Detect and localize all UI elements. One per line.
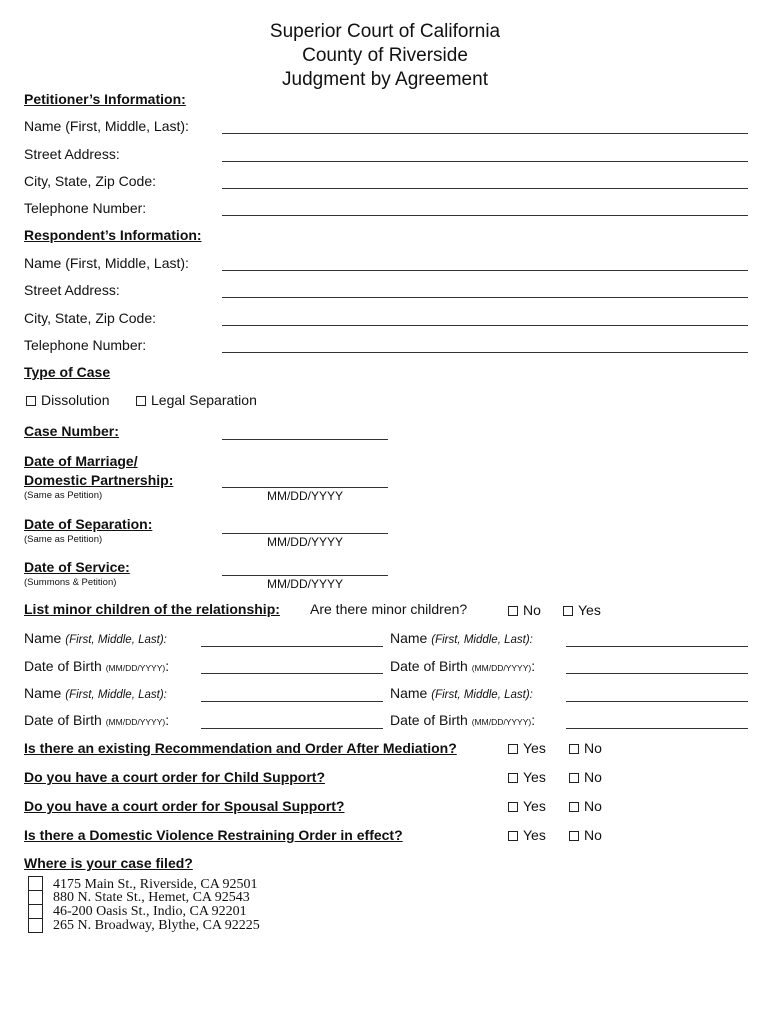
checkbox-icon[interactable] — [569, 802, 579, 812]
spousal-support-yes-option[interactable]: Yes — [508, 798, 546, 814]
child3-name-field[interactable] — [201, 701, 383, 702]
petitioner-street-field[interactable] — [222, 161, 748, 162]
spousal-support-question: Do you have a court order for Spousal Support? — [24, 798, 345, 814]
child2-dob-field[interactable] — [566, 673, 748, 674]
children-question: Are there minor children? — [310, 601, 468, 617]
location-blythe-label: 265 N. Broadway, Blythe, CA 92225 — [53, 918, 260, 933]
marriage-note: (Same as Petition) — [24, 490, 103, 501]
respondent-street-label: Street Address: — [24, 282, 120, 298]
form-title: Judgment by Agreement — [282, 69, 488, 90]
legal-separation-option[interactable]: Legal Separation — [136, 392, 257, 408]
children-heading: List minor children of the relationship: — [24, 601, 280, 617]
case-type-heading: Type of Case — [24, 364, 111, 380]
checkbox-icon[interactable] — [136, 396, 146, 406]
respondent-heading: Respondent’s Information: — [24, 227, 202, 243]
service-note: (Summons & Petition) — [24, 577, 117, 588]
child3-dob-field[interactable] — [201, 728, 383, 729]
child1-name-label: Name (First, Middle, Last): — [24, 630, 167, 646]
checkbox-icon[interactable] — [508, 831, 518, 841]
checkbox-icon[interactable] — [508, 802, 518, 812]
child3-name-label: Name (First, Middle, Last): — [24, 685, 167, 701]
court-title: Superior Court of California — [269, 21, 501, 42]
checkbox-icon[interactable] — [508, 744, 518, 754]
checkbox-icon[interactable] — [508, 773, 518, 783]
respondent-phone-field[interactable] — [222, 352, 748, 353]
child4-dob-field[interactable] — [566, 728, 748, 729]
checkbox-icon[interactable] — [26, 396, 36, 406]
location-indio-checkbox[interactable] — [28, 904, 43, 919]
respondent-phone-label: Telephone Number: — [24, 337, 147, 353]
child1-dob-label: Date of Birth (MM/DD/YYYY): — [24, 658, 170, 674]
respondent-city-label: City, State, Zip Code: — [24, 310, 157, 326]
restraining-order-yes-option[interactable]: Yes — [508, 827, 546, 843]
location-hemet-label: 880 N. State St., Hemet, CA 92543 — [53, 890, 250, 905]
marriage-date-field[interactable] — [222, 487, 388, 488]
mediation-question: Is there an existing Recommendation and Order After Mediation? — [24, 740, 457, 756]
petitioner-phone-label: Telephone Number: — [24, 200, 147, 216]
child2-dob-label: Date of Birth (MM/DD/YYYY): — [390, 658, 536, 674]
separation-date-format: MM/DD/YYYY — [266, 535, 343, 549]
petitioner-name-field[interactable] — [222, 133, 748, 134]
petitioner-heading: Petitioner’s Information: — [24, 91, 186, 107]
checkbox-icon[interactable] — [508, 606, 518, 616]
mediation-yes-option[interactable]: Yes — [508, 740, 546, 756]
child1-dob-field[interactable] — [201, 673, 383, 674]
service-date-format: MM/DD/YYYY — [266, 577, 343, 591]
petitioner-city-field[interactable] — [222, 188, 748, 189]
respondent-name-field[interactable] — [222, 270, 748, 271]
restraining-order-no-option[interactable]: No — [569, 827, 602, 843]
child1-name-field[interactable] — [201, 646, 383, 647]
petitioner-city-label: City, State, Zip Code: — [24, 173, 157, 189]
separation-label: Date of Separation: — [24, 516, 153, 532]
checkbox-icon[interactable] — [563, 606, 573, 616]
dissolution-option[interactable]: Dissolution — [26, 392, 109, 408]
marriage-label-line1: Date of Marriage/ — [24, 453, 138, 469]
checkbox-icon[interactable] — [569, 773, 579, 783]
checkbox-icon[interactable] — [569, 831, 579, 841]
service-label: Date of Service: — [24, 559, 130, 575]
child2-name-field[interactable] — [566, 646, 748, 647]
respondent-city-field[interactable] — [222, 325, 748, 326]
spousal-support-no-option[interactable]: No — [569, 798, 602, 814]
child-support-yes-option[interactable]: Yes — [508, 769, 546, 785]
respondent-street-field[interactable] — [222, 297, 748, 298]
child2-name-label: Name (First, Middle, Last): — [390, 630, 533, 646]
location-blythe-checkbox[interactable] — [28, 918, 43, 933]
location-riverside-checkbox[interactable] — [28, 876, 43, 891]
restraining-order-question: Is there a Domestic Violence Restraining Order in effect? — [24, 827, 403, 843]
location-indio-label: 46-200 Oasis St., Indio, CA 92201 — [53, 904, 247, 919]
case-number-field[interactable] — [222, 439, 388, 440]
child-support-question: Do you have a court order for Child Support? — [24, 769, 326, 785]
location-heading: Where is your case filed? — [24, 855, 193, 871]
marriage-label-line2: Domestic Partnership: — [24, 472, 174, 488]
marriage-date-format: MM/DD/YYYY — [266, 489, 343, 503]
children-no-option[interactable]: No — [508, 602, 541, 618]
location-riverside-label: 4175 Main St., Riverside, CA 92501 — [53, 877, 258, 892]
children-yes-option[interactable]: Yes — [563, 602, 601, 618]
child4-dob-label: Date of Birth (MM/DD/YYYY): — [390, 712, 536, 728]
location-hemet-checkbox[interactable] — [28, 890, 43, 905]
respondent-name-label: Name (First, Middle, Last): — [24, 255, 189, 271]
mediation-no-option[interactable]: No — [569, 740, 602, 756]
petitioner-phone-field[interactable] — [222, 215, 748, 216]
separation-date-field[interactable] — [222, 533, 388, 534]
child4-name-field[interactable] — [566, 701, 748, 702]
county-title: County of Riverside — [302, 45, 468, 66]
child-support-no-option[interactable]: No — [569, 769, 602, 785]
child4-name-label: Name (First, Middle, Last): — [390, 685, 533, 701]
separation-note: (Same as Petition) — [24, 534, 103, 545]
case-number-label: Case Number: — [24, 423, 119, 439]
child3-dob-label: Date of Birth (MM/DD/YYYY): — [24, 712, 170, 728]
checkbox-icon[interactable] — [569, 744, 579, 754]
service-date-field[interactable] — [222, 575, 388, 576]
petitioner-name-label: Name (First, Middle, Last): — [24, 118, 189, 134]
petitioner-street-label: Street Address: — [24, 146, 120, 162]
